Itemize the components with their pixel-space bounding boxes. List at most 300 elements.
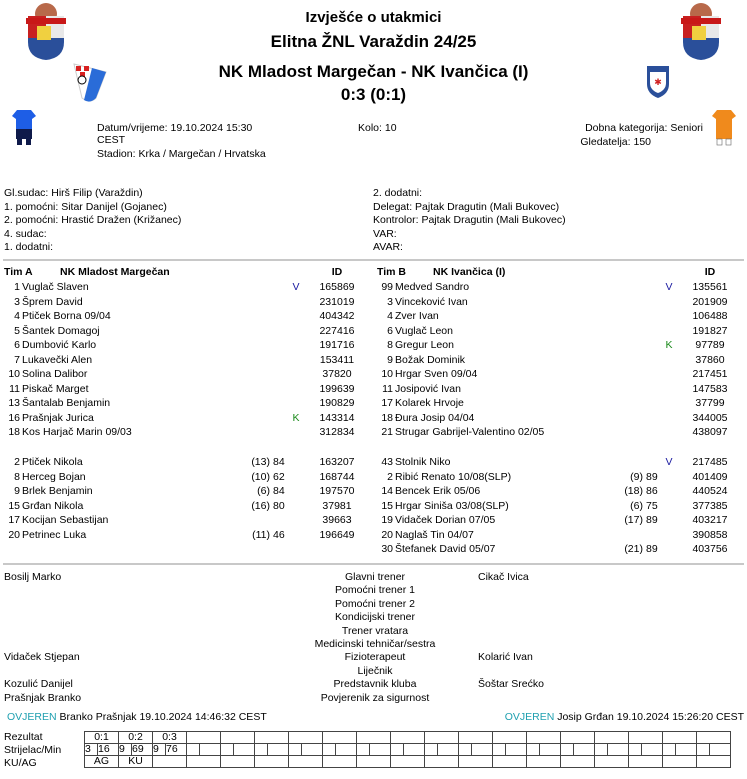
player-name: Štefanek David 05/07 [395, 543, 496, 555]
player-row [0, 382, 370, 396]
staff-role: Pomoćni trener 1 [335, 584, 415, 597]
scorer-cell [221, 744, 234, 756]
minute-cell [404, 744, 425, 756]
substitution-minute: 86 [646, 485, 658, 497]
goal-type-cell [697, 756, 731, 768]
player-name: Šantek Domagoj [22, 324, 100, 337]
score-cell [697, 732, 731, 744]
player-id: 97789 [695, 339, 725, 351]
player-id: 404342 [319, 310, 355, 322]
player-name: Piskač Marget [22, 382, 89, 395]
player-row [0, 455, 370, 469]
minute-cell [438, 744, 459, 756]
substituted-for: (17) [624, 514, 643, 526]
official-line: AVAR: [373, 241, 403, 253]
player-name: Ribić Renato 10/08(SLP) [395, 470, 512, 483]
svg-text:✱: ✱ [654, 78, 662, 88]
official-line: VAR: [373, 227, 397, 240]
official-line: 2. dodatni: [373, 187, 423, 199]
substituted-for: (18) [624, 485, 643, 497]
player-id: 227416 [319, 324, 355, 337]
player-row [373, 295, 743, 309]
player-id: 168744 [319, 470, 355, 483]
player-id: 440524 [692, 485, 728, 497]
team-a-name: NK Mladost Margečan [60, 266, 170, 278]
minute-cell [302, 744, 323, 756]
player-number: 7 [14, 353, 20, 366]
minute-cell [268, 744, 289, 756]
minute-cell [472, 744, 493, 756]
minute-cell [234, 744, 255, 756]
official-line: Kontrolor: Pajtak Dragutin (Mali Bukovec) [373, 214, 566, 226]
player-number: 3 [14, 295, 20, 308]
goal-type-cell [289, 756, 323, 768]
home-staff-name: Bosilj Marko [4, 571, 62, 583]
minute-cell [642, 744, 663, 756]
player-name: Strugar Gabrijel-Valentino 02/05 [395, 426, 545, 438]
player-row [373, 455, 743, 469]
county-crest-icon [677, 2, 725, 62]
scorer-cell [493, 744, 506, 756]
player-name: Lukavečki Alen [22, 353, 93, 366]
player-number: 18 [381, 411, 393, 424]
minute-cell: 16 [98, 744, 119, 756]
results-row [85, 732, 731, 744]
player-row [0, 425, 370, 439]
results-row [85, 756, 731, 768]
goal-type-cell [663, 756, 697, 768]
official-line: 1. pomoćni: Sitar Danijel (Gojanec) [4, 200, 167, 213]
away-team-logo-icon [645, 64, 671, 100]
home-staff-name: Vidaček Stjepan [4, 651, 80, 664]
player-role-mark: K [665, 339, 673, 351]
player-number: 8 [14, 470, 20, 483]
player-row [0, 396, 370, 410]
player-id: 135561 [692, 281, 728, 293]
home-team-logo-icon [72, 62, 108, 104]
player-row [373, 484, 743, 498]
player-number: 15 [8, 499, 20, 512]
goal-type-cell [153, 756, 187, 768]
minute-cell [506, 744, 527, 756]
player-number: 3 [387, 295, 393, 308]
scorer-cell [527, 744, 540, 756]
minute-cell: 76 [166, 744, 187, 756]
substituted-for: (16) [251, 499, 270, 512]
player-name: Zver Ivan [395, 310, 439, 322]
substituted-for: (11) [252, 528, 270, 541]
player-row [373, 513, 743, 527]
player-row [373, 353, 743, 367]
player-name: Herceg Bojan [22, 470, 86, 483]
player-row [0, 309, 370, 323]
staff-role: Pomoćni trener 2 [335, 597, 415, 610]
player-id: 165869 [319, 281, 355, 293]
player-number: 6 [387, 324, 393, 337]
goal-type-cell [391, 756, 425, 768]
player-id: 106488 [692, 310, 728, 322]
official-line: 1. dodatni: [4, 241, 54, 253]
scorer-cell [595, 744, 608, 756]
team-b-name: NK Ivančica (I) [433, 266, 506, 278]
away-verification [400, 710, 744, 724]
staff-role: Povjerenik za sigurnost [320, 691, 430, 704]
staff-role: Liječnik [357, 664, 393, 677]
substituted-for: (13) [251, 456, 270, 468]
goal-type-cell [221, 756, 255, 768]
scorer-cell [629, 744, 642, 756]
player-number: 2 [14, 456, 20, 468]
player-number: 11 [382, 382, 393, 395]
player-name: Đura Josip 04/04 [395, 411, 475, 424]
player-number: 99 [381, 281, 393, 293]
divider [3, 563, 744, 565]
player-number: 5 [14, 324, 20, 337]
player-number: 10 [381, 368, 393, 380]
player-id: 377385 [692, 499, 728, 512]
home-staff-name: Prašnjak Branko [4, 691, 82, 704]
player-row [373, 528, 743, 542]
player-row [373, 470, 743, 484]
away-verified-by: Josip Grđan 19.10.2024 15:26:20 CEST [557, 711, 744, 723]
substitution-minute: 89 [646, 543, 658, 555]
player-name: Stolnik Niko [395, 456, 451, 468]
player-name: Vuglač Leon [395, 324, 453, 337]
scorer-cell [663, 744, 676, 756]
score-cell [187, 732, 221, 744]
minute-cell [676, 744, 697, 756]
player-number: 21 [381, 426, 393, 438]
player-number: 2 [387, 470, 393, 483]
player-number: 9 [14, 485, 20, 497]
score-cell [629, 732, 663, 744]
official-line: 4. sudac: [4, 227, 47, 240]
substitution-minute: 89 [646, 470, 658, 483]
scorer-cell [391, 744, 404, 756]
home-staff-name: Kozulić Danijel [4, 678, 73, 691]
staff-role: Medicinski tehničar/sestra [314, 638, 436, 650]
score-cell [425, 732, 459, 744]
home-verification [7, 710, 267, 724]
player-row [0, 338, 370, 352]
match-timezone: CEST [97, 134, 126, 146]
scorer-cell [289, 744, 302, 756]
player-row [373, 382, 743, 396]
ku-ag-label: KU/AG [4, 757, 37, 769]
team-b-id-header: ID [704, 266, 716, 278]
player-row [0, 411, 370, 425]
player-row [0, 513, 370, 527]
player-id: 147583 [692, 382, 728, 395]
staff-role: Glavni trener [344, 571, 406, 583]
player-name: Solina Dalibor [22, 368, 88, 380]
goal-type-cell [629, 756, 663, 768]
match-datetime: Datum/vrijeme: 19.10.2024 15:30 [97, 122, 253, 134]
player-id: 163207 [319, 456, 355, 468]
score-cell [663, 732, 697, 744]
player-row [0, 295, 370, 309]
player-id: 191716 [319, 339, 355, 351]
goal-type-cell [323, 756, 357, 768]
player-number: 20 [381, 528, 393, 541]
player-name: Kos Harjač Marin 09/03 [22, 426, 132, 438]
player-id: 37860 [695, 353, 725, 366]
player-id: 190829 [319, 397, 355, 409]
player-id: 143314 [319, 411, 355, 424]
player-row [373, 324, 743, 338]
player-role-mark: V [665, 281, 673, 293]
staff-role: Trener vratara [341, 624, 409, 637]
substitution-minute: 80 [273, 499, 285, 512]
away-staff-name: Šoštar Srećko [478, 678, 544, 691]
player-row [373, 338, 743, 352]
player-id: 401409 [692, 470, 728, 483]
scorer-cell [187, 744, 200, 756]
score-cell [561, 732, 595, 744]
player-id: 196649 [319, 528, 355, 541]
player-id: 199639 [319, 382, 355, 395]
player-id: 403217 [692, 514, 728, 526]
minute-cell [200, 744, 221, 756]
team-a-id-header: ID [331, 266, 343, 278]
player-row [0, 499, 370, 513]
player-id: 37820 [322, 368, 352, 380]
match-score: 0:3 (0:1) [340, 85, 407, 104]
player-number: 6 [14, 339, 20, 351]
goal-type-cell [459, 756, 493, 768]
player-name: Dumbović Karlo [22, 339, 97, 351]
spectators: Gledatelja: 150 [580, 136, 651, 148]
goal-type-cell [595, 756, 629, 768]
goal-type-cell: KU [119, 756, 153, 768]
goal-type-cell: AG [85, 756, 119, 768]
scorer-cell: 9 [153, 744, 166, 756]
substituted-for: (21) [624, 543, 643, 555]
score-cell: 0:1 [85, 732, 119, 744]
player-name: Hrgar Sven 09/04 [395, 368, 478, 380]
player-name: Naglaš Tin 04/07 [395, 528, 474, 541]
player-row [373, 396, 743, 410]
minute-cell [574, 744, 595, 756]
player-name: Vinceković Ivan [395, 295, 468, 308]
player-id: 197570 [319, 485, 355, 497]
substituted-for: (10) [251, 470, 270, 483]
goal-type-cell [493, 756, 527, 768]
player-number: 10 [8, 368, 20, 380]
player-name: Ptiček Borna 09/04 [22, 310, 111, 322]
scorer-cell [425, 744, 438, 756]
county-crest-icon [22, 2, 70, 62]
away-staff-name: Cikač Ivica [478, 571, 529, 583]
player-number: 13 [8, 397, 20, 409]
player-row [373, 499, 743, 513]
score-cell [255, 732, 289, 744]
minute-cell [540, 744, 561, 756]
player-row [373, 542, 743, 556]
player-id: 201909 [692, 295, 728, 308]
scorer-label: Strijelac/Min [4, 744, 62, 756]
player-number: 30 [381, 543, 393, 555]
player-row [0, 324, 370, 338]
match-stadium: Stadion: Krka / Margečan / Hrvatska [97, 148, 266, 160]
score-cell [357, 732, 391, 744]
score-cell: 0:3 [153, 732, 187, 744]
minute-cell [710, 744, 731, 756]
player-number: 18 [8, 426, 20, 438]
scorer-cell: 3 [85, 744, 98, 756]
player-name: Grđan Nikola [22, 499, 84, 512]
player-number: 17 [381, 397, 393, 409]
goal-type-cell [187, 756, 221, 768]
player-name: Bencek Erik 05/06 [395, 485, 481, 497]
player-id: 390858 [692, 528, 728, 541]
player-row [0, 353, 370, 367]
score-cell [527, 732, 561, 744]
player-role-mark: K [292, 411, 300, 424]
results-row [85, 744, 731, 756]
score-cell [493, 732, 527, 744]
substitution-minute: 75 [646, 499, 658, 512]
away-verified-status: OVJEREN [504, 711, 555, 723]
player-id: 231019 [319, 295, 355, 308]
substitution-minute: 62 [273, 470, 285, 483]
score-cell [289, 732, 323, 744]
player-number: 17 [8, 514, 20, 526]
score-cell [391, 732, 425, 744]
player-row [373, 280, 743, 294]
report-title: Izvješće o utakmici [305, 9, 442, 26]
goal-type-cell [425, 756, 459, 768]
player-row [0, 470, 370, 484]
staff-role: Fizioterapeut [344, 651, 406, 664]
away-staff-name: Kolarić Ivan [478, 651, 533, 664]
match-round: Kolo: 10 [358, 122, 397, 134]
player-number: 4 [14, 310, 20, 322]
player-name: Medved Sandro [395, 281, 470, 293]
player-number: 1 [14, 281, 20, 293]
substitution-minute: 84 [273, 485, 285, 497]
player-row [373, 367, 743, 381]
team-b-label: Tim B [377, 266, 406, 278]
score-cell: 0:2 [119, 732, 153, 744]
player-name: Šantalab Benjamin [22, 397, 111, 409]
player-name: Josipović Ivan [395, 382, 461, 395]
player-number: 43 [381, 456, 393, 468]
age-category: Dobna kategorija: Seniori [585, 122, 703, 134]
player-name: Kolarek Hrvoje [395, 397, 464, 409]
player-number: 19 [381, 514, 393, 526]
substituted-for: (6) [257, 485, 270, 497]
substitution-minute: 89 [646, 514, 658, 526]
scorer-cell [459, 744, 472, 756]
substitution-minute: 46 [273, 528, 285, 541]
minute-cell: 69 [132, 744, 153, 756]
team-a-label: Tim A [4, 266, 33, 278]
score-cell [595, 732, 629, 744]
goal-type-cell [357, 756, 391, 768]
player-id: 191827 [692, 324, 728, 337]
scorer-cell [357, 744, 370, 756]
player-name: Ptiček Nikola [22, 456, 83, 468]
player-id: 312834 [319, 426, 355, 438]
away-kit-icon [711, 108, 737, 148]
score-cell [323, 732, 357, 744]
player-name: Vuglač Slaven [22, 281, 89, 293]
player-role-mark: V [665, 456, 673, 468]
player-row [0, 280, 370, 294]
player-row [373, 411, 743, 425]
player-number: 11 [9, 382, 20, 395]
result-label: Rezultat [4, 731, 43, 743]
player-name: Prašnjak Jurica [22, 411, 94, 424]
results-table [84, 731, 731, 768]
player-number: 9 [387, 353, 393, 366]
player-id: 344005 [692, 411, 728, 424]
player-id: 217451 [692, 368, 728, 380]
score-cell [459, 732, 493, 744]
substituted-for: (6) [630, 499, 643, 512]
minute-cell [336, 744, 357, 756]
player-id: 37799 [695, 397, 725, 409]
player-name: Petrinec Luka [22, 528, 87, 541]
player-id: 217485 [692, 456, 728, 468]
player-row [0, 484, 370, 498]
goal-type-cell [561, 756, 595, 768]
home-verified-status: OVJEREN [7, 711, 57, 723]
match-title: NK Mladost Margečan - NK Ivančica (I) [218, 62, 529, 81]
divider [3, 259, 744, 261]
player-number: 20 [8, 528, 20, 541]
goal-type-cell [255, 756, 289, 768]
player-name: Hrgar Siniša 03/08(SLP) [395, 499, 509, 512]
player-id: 403756 [692, 543, 728, 555]
player-name: Brlek Benjamin [22, 485, 93, 497]
minute-cell [608, 744, 629, 756]
staff-role: Predstavnik kluba [333, 678, 417, 691]
player-id: 153411 [319, 353, 355, 366]
player-number: 15 [381, 499, 393, 512]
official-line: 2. pomoćni: Hrastić Dražen (Križanec) [4, 214, 182, 226]
scorer-cell [561, 744, 574, 756]
score-cell [221, 732, 255, 744]
player-name: Božak Dominik [395, 353, 466, 366]
scorer-cell [255, 744, 268, 756]
official-line: Delegat: Pajtak Dragutin (Mali Bukovec) [373, 200, 560, 213]
scorer-cell [697, 744, 710, 756]
home-kit-icon [11, 108, 37, 148]
player-row [0, 528, 370, 542]
player-name: Šprem David [22, 295, 83, 308]
substitution-minute: 84 [273, 456, 285, 468]
player-row [373, 425, 743, 439]
player-number: 4 [387, 310, 393, 322]
player-role-mark: V [292, 281, 300, 293]
player-name: Gregur Leon [395, 339, 454, 351]
player-id: 37981 [322, 499, 352, 512]
scorer-cell: 9 [119, 744, 132, 756]
player-row [0, 367, 370, 381]
substituted-for: (9) [630, 470, 643, 483]
home-verified-by: Branko Prašnjak 19.10.2024 14:46:32 CEST [59, 711, 267, 723]
player-number: 8 [387, 339, 393, 351]
staff-role: Kondicijski trener [335, 611, 415, 624]
official-line: Gl.sudac: Hirš Filip (Varaždin) [4, 187, 143, 199]
player-id: 438097 [692, 426, 728, 438]
player-id: 39663 [322, 514, 352, 526]
player-name: Vidaček Dorian 07/05 [395, 514, 496, 526]
player-name: Kocijan Sebastijan [22, 514, 109, 526]
league-title: Elitna ŽNL Varaždin 24/25 [270, 32, 477, 51]
